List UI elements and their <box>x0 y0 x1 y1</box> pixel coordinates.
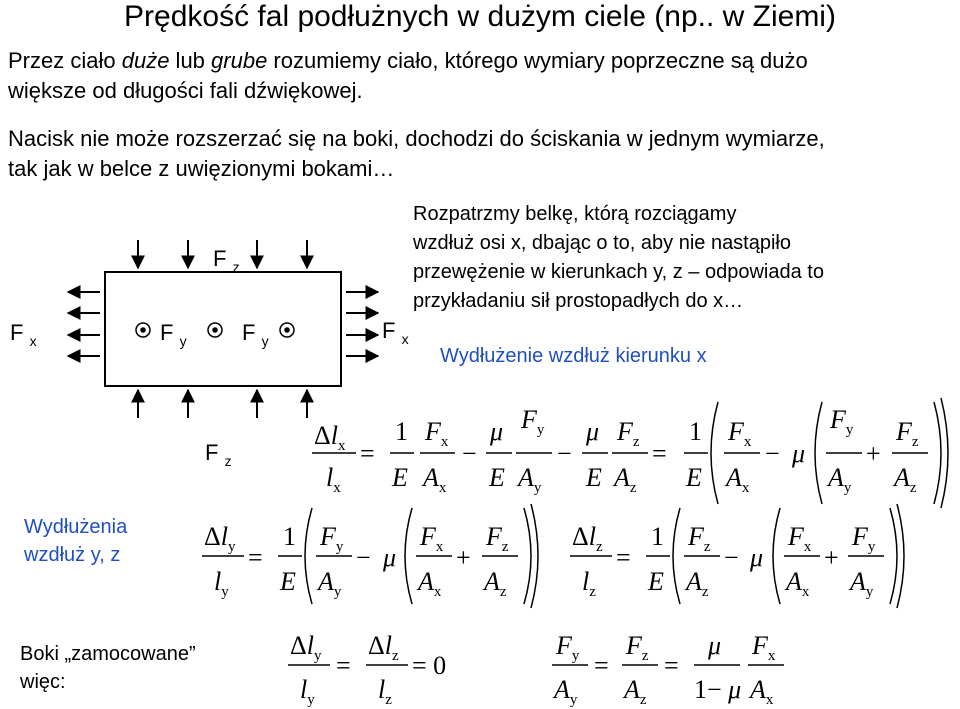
svg-text:μ: μ <box>586 417 600 446</box>
svg-text:=: = <box>248 543 263 572</box>
svg-text:lz: $l_z$ <box>582 567 596 600</box>
svg-text:Fy: $F_y$ <box>830 405 854 438</box>
fixed-sides-note: Boki „zamocowane” więc: <box>20 643 196 693</box>
svg-text:Δly: $\Delta l_y$ <box>204 522 236 555</box>
svg-text:Ay: $A_y$ <box>850 567 874 600</box>
equation-elongation-y <box>202 504 538 608</box>
force-label-fz-top: F $_z$ <box>213 246 240 275</box>
svg-text:Az: $A_z$ <box>484 567 507 600</box>
svg-text:1: 1 <box>689 417 702 446</box>
svg-text:E: E <box>280 567 296 596</box>
svg-text:Ax: $A_x$ <box>418 567 442 600</box>
beam-description: Rozpatrzmy belkę, którą rozciągamy wzdłuż osi x, dbając o to, aby nie nastąpiło przewężenie w kierunkach y, z – odpowiada to przykładaniu sił prostopadłych do x… <box>413 203 824 312</box>
svg-text:ly: $l_y$ <box>300 675 315 708</box>
equation-elongation-z <box>570 504 904 608</box>
force-label-fx-left: F $_x$ <box>10 320 37 349</box>
svg-text:Ay: $A_y$ <box>554 675 578 708</box>
svg-text:Fy: $F_y$ <box>320 522 344 555</box>
svg-text:=: = <box>336 651 351 680</box>
svg-text:μ: μ <box>750 543 764 572</box>
svg-text:Fy: $F_y$ <box>852 522 876 555</box>
svg-text:1: 1 <box>651 522 664 551</box>
intro-paragraph-2: Nacisk nie może rozszerzać się na boki, dochodzi do ściskania w jednym wymiarze, tak jak w belce z uwięzionymi bokami… <box>8 126 825 181</box>
svg-text:=: = <box>664 651 679 680</box>
svg-text:Az: $A_z$ <box>624 675 647 708</box>
svg-text:1: 1 <box>395 417 408 446</box>
svg-text:μ: μ <box>490 417 504 446</box>
svg-text:Δly: $\Delta l_y$ <box>290 631 322 664</box>
svg-text:+: + <box>866 439 881 468</box>
svg-text:Fy: $F_y$ <box>521 405 545 438</box>
svg-text:= 0: = 0 <box>412 651 447 680</box>
equation-fixed-sides <box>288 631 446 708</box>
svg-text:Az: $A_z$ <box>614 463 637 496</box>
svg-text:Fz: $F_z$ <box>626 631 649 664</box>
svg-text:μ: μ <box>792 439 806 468</box>
svg-text:Fx: $F_x$ <box>752 631 776 664</box>
svg-text:−: − <box>765 439 780 468</box>
svg-text:Az: $A_z$ <box>686 567 709 600</box>
equation-stress-ratio <box>552 631 784 708</box>
svg-text:E: E <box>392 463 408 492</box>
page-title: Prędkość fal podłużnych w dużym ciele (np.. w Ziemi) <box>124 0 836 33</box>
svg-text:Ax: $A_x$ <box>423 463 447 496</box>
svg-text:lz: $l_z$ <box>378 675 392 708</box>
heading-elongation-x: Wydłużenie wzdłuż kierunku x <box>440 345 707 367</box>
svg-text:Fx: $F_x$ <box>425 417 449 450</box>
svg-text:Fz: $F_z$ <box>688 522 711 555</box>
svg-text:1: 1 <box>283 522 296 551</box>
force-label-fz-bottom: F $_z$ <box>205 440 232 469</box>
svg-text:Fz: $F_z$ <box>617 417 640 450</box>
svg-text:−: − <box>724 543 739 572</box>
svg-text:=: = <box>594 651 609 680</box>
svg-text:+: + <box>456 543 471 572</box>
svg-text:Fx: $F_x$ <box>728 417 752 450</box>
svg-text:Fy: $F_y$ <box>556 631 580 664</box>
svg-text:Fx: $F_x$ <box>420 522 444 555</box>
svg-text:Ax: $A_x$ <box>726 463 750 496</box>
svg-text:lx: $l_x$ <box>326 463 341 496</box>
svg-text:=: = <box>616 543 631 572</box>
force-label-fy-1: F $_y$ <box>160 320 187 349</box>
svg-text:E: E <box>686 463 702 492</box>
svg-text:μ: μ <box>708 631 722 660</box>
svg-text:Ax: $A_x$ <box>786 567 810 600</box>
svg-text:Δlz: $\Delta l_z$ <box>368 631 399 664</box>
equation-elongation-x <box>312 398 948 508</box>
svg-text:Δlx: $\Delta l_x$ <box>314 421 346 454</box>
svg-text:E: E <box>489 463 505 492</box>
force-label-fx-right: F $_x$ <box>382 318 409 347</box>
svg-text:+: + <box>824 543 839 572</box>
svg-text:Ay: $A_y$ <box>518 463 542 496</box>
svg-text:Ay: $A_y$ <box>828 463 852 496</box>
heading-elongation-yz: Wydłużenia wzdłuż y, z <box>24 516 128 566</box>
svg-text:Δlz: $\Delta l_z$ <box>572 522 603 555</box>
svg-text:μ: μ <box>383 543 397 572</box>
svg-text:E: E <box>586 463 602 492</box>
svg-text:Ay: $A_y$ <box>318 567 342 600</box>
svg-text:−: − <box>356 543 371 572</box>
svg-text:1− μ: 1− μ <box>694 675 742 704</box>
svg-text:Ax: $A_x$ <box>750 675 774 708</box>
svg-text:=: = <box>360 439 375 468</box>
svg-text:=: = <box>652 439 667 468</box>
svg-text:−: − <box>557 439 572 468</box>
svg-text:Fz: $F_z$ <box>896 417 919 450</box>
svg-text:ly: $l_y$ <box>214 567 229 600</box>
force-label-fy-2: F $_y$ <box>242 320 269 349</box>
svg-text:Az: $A_z$ <box>894 463 917 496</box>
svg-text:−: − <box>462 439 477 468</box>
svg-text:Fx: $F_x$ <box>788 522 812 555</box>
svg-text:Fz: $F_z$ <box>486 522 509 555</box>
intro-paragraph-1: Przez ciało duże lub grube rozumiemy ciało, którego wymiary poprzeczne są dużo większe od długości fali dźwiękowej. <box>8 48 808 103</box>
svg-text:E: E <box>648 567 664 596</box>
